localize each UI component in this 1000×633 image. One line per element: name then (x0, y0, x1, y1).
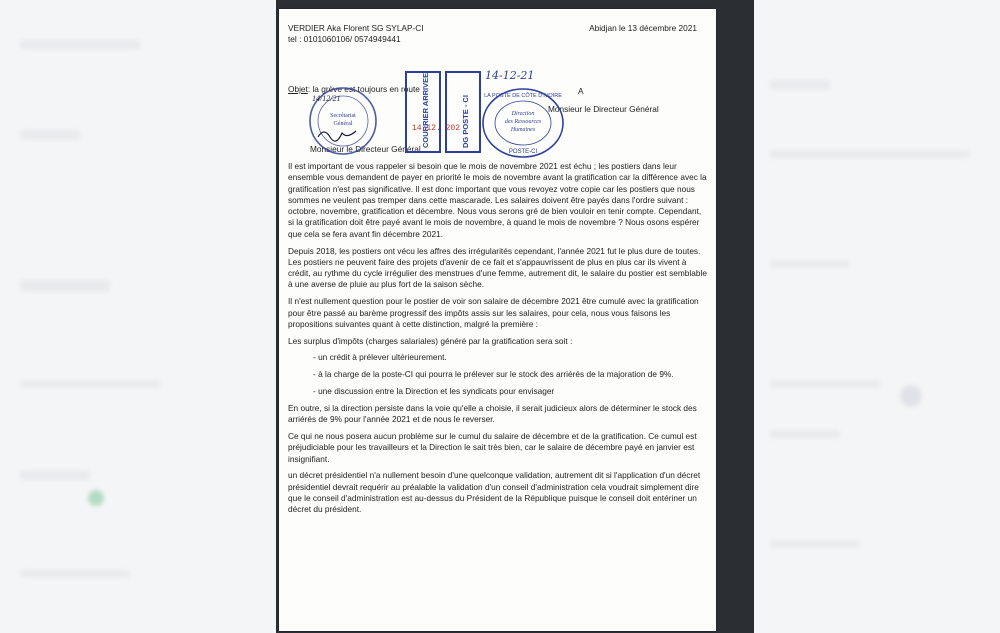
svg-text:14-12-21: 14-12-21 (485, 69, 535, 82)
paragraph: un décret présidentiel n'a nullement besoin d'une quelconque validation, autrement dit si l'application d'un décret présidentiel devrait requérir au préalable la validation d'un conseil d'administration cela voudrait simplement dire que le conseil d'administration est au-dessus du Président de la République puisque le conseil doit entériner un décret du président. (288, 470, 701, 515)
secretariat-line-2: Général (333, 121, 353, 127)
paragraph: Il est important de vous rappeler si besoin que le mois de novembre 2021 est échu ; les postiers dans leur ensemble vous demandent de payer en priorité le mois de novembre avant la gratification car la différence avec la gratification n'est pas significative. Il est donc important que vous revoyez votre copie car les postiers que nous sommes ne veulent pas tremper dans cette mascarade. Les salaires doivent être payés dans l'ordre suivant : octobre, novembre, gratification et décembre. Nous vous serons gré de bien vouloir en tenir compte. Cependant, si la gratification doit être payé avant le mois de novembre, à quand le mois de novembre ? Nous osons espérer que cela se fera avant fin décembre 2021. (288, 161, 707, 239)
courrier-date-text: 14 12. 202 (412, 124, 461, 133)
letter-date: Abidjan le 13 décembre 2021 (589, 23, 697, 33)
secretariat-stamp (298, 81, 388, 163)
direction-rh-stamp (478, 85, 568, 165)
direction-line-1: Direction (511, 111, 535, 117)
bullet-item: - un crédit à prélever ultérieurement. (313, 352, 447, 363)
handwritten-date (483, 63, 563, 87)
courrier-top-text: COURRIER ARRIVEE (421, 72, 430, 148)
secretariat-handwritten-date: 14/12/21 (312, 94, 341, 103)
direction-line-3: Humaines (510, 127, 536, 133)
paragraph: En outre, si la direction persiste dans la voie qu'elle a choisie, il serait judicieux alors de déterminer le stock des arriérés de 9% pour l'année 2021 et de nous le reverser. (288, 402, 697, 425)
salutation: Monsieur le Directeur Général (310, 144, 421, 154)
object-text: : la grève est toujours en route (307, 84, 420, 94)
courrier-arrivee-stamp (398, 68, 488, 158)
paragraph: Depuis 2018, les postiers ont vécu les affres des irrégularités cependant, l'année 2021 fut le plus dure de toutes. Les postiers ne peuvent faire des projets d'avenir de ce fait et s'appauvrissent de plus en plus car ils vivent à crédit, au rythme du cycle irrégulier des menstrues d'une femme, autrement dit, le salaire du postier est semblable à une averse de pluie au plus fort de la saison sèche. (288, 245, 707, 290)
recipient: Monsieur le Directeur Général (548, 104, 659, 114)
secretariat-line-1: Secrétariat (330, 113, 356, 119)
letter-body (288, 161, 707, 521)
paragraph: Il n'est nullement question pour le postier de voir son salaire de décembre 2021 être cumulé avec la gratification pour être passé au barème progressif des impôts assis sur les salaires, pour cela, nous vous faisons les propositions suivantes quant à cette distinction, malgré la première : (288, 296, 699, 329)
courrier-side-text: DG POSTE - CI (461, 95, 470, 148)
sender-name: VERDIER Aka Florent SG SYLAP-CI (288, 23, 424, 33)
bullet-item: - une discussion entre la Direction et les syndicats pour envisager (313, 386, 555, 397)
direction-ring-text: LA POSTE DE CÔTE D'IVOIRE (484, 93, 562, 99)
direction-line-2: des Ressources (504, 119, 542, 125)
sender-tel: tel : 0101060106/ 0574949441 (288, 34, 401, 44)
object-label: Objet (288, 84, 308, 94)
sender-block (288, 23, 508, 45)
paragraph: Les surplus d'impôts (charges salariales) généré par la gratification sera soit : (288, 335, 573, 346)
letter-document (279, 9, 716, 631)
direction-bottom-text: POSTE-CI (508, 149, 538, 155)
addressee-a: A (578, 86, 584, 96)
paragraph: Ce qui ne nous posera aucun problème sur le cumul du salaire de décembre et de la gratification. Ce cumul est préjudiciable pour les travailleurs et la Direction le sait très bien, car le salaire de décembre payé en janvier est insignifiant. (288, 430, 697, 464)
bullet-item: - à la charge de la poste-CI qui pourra le prélever sur le stock des arriérés de la majoration de 9%. (313, 369, 674, 380)
